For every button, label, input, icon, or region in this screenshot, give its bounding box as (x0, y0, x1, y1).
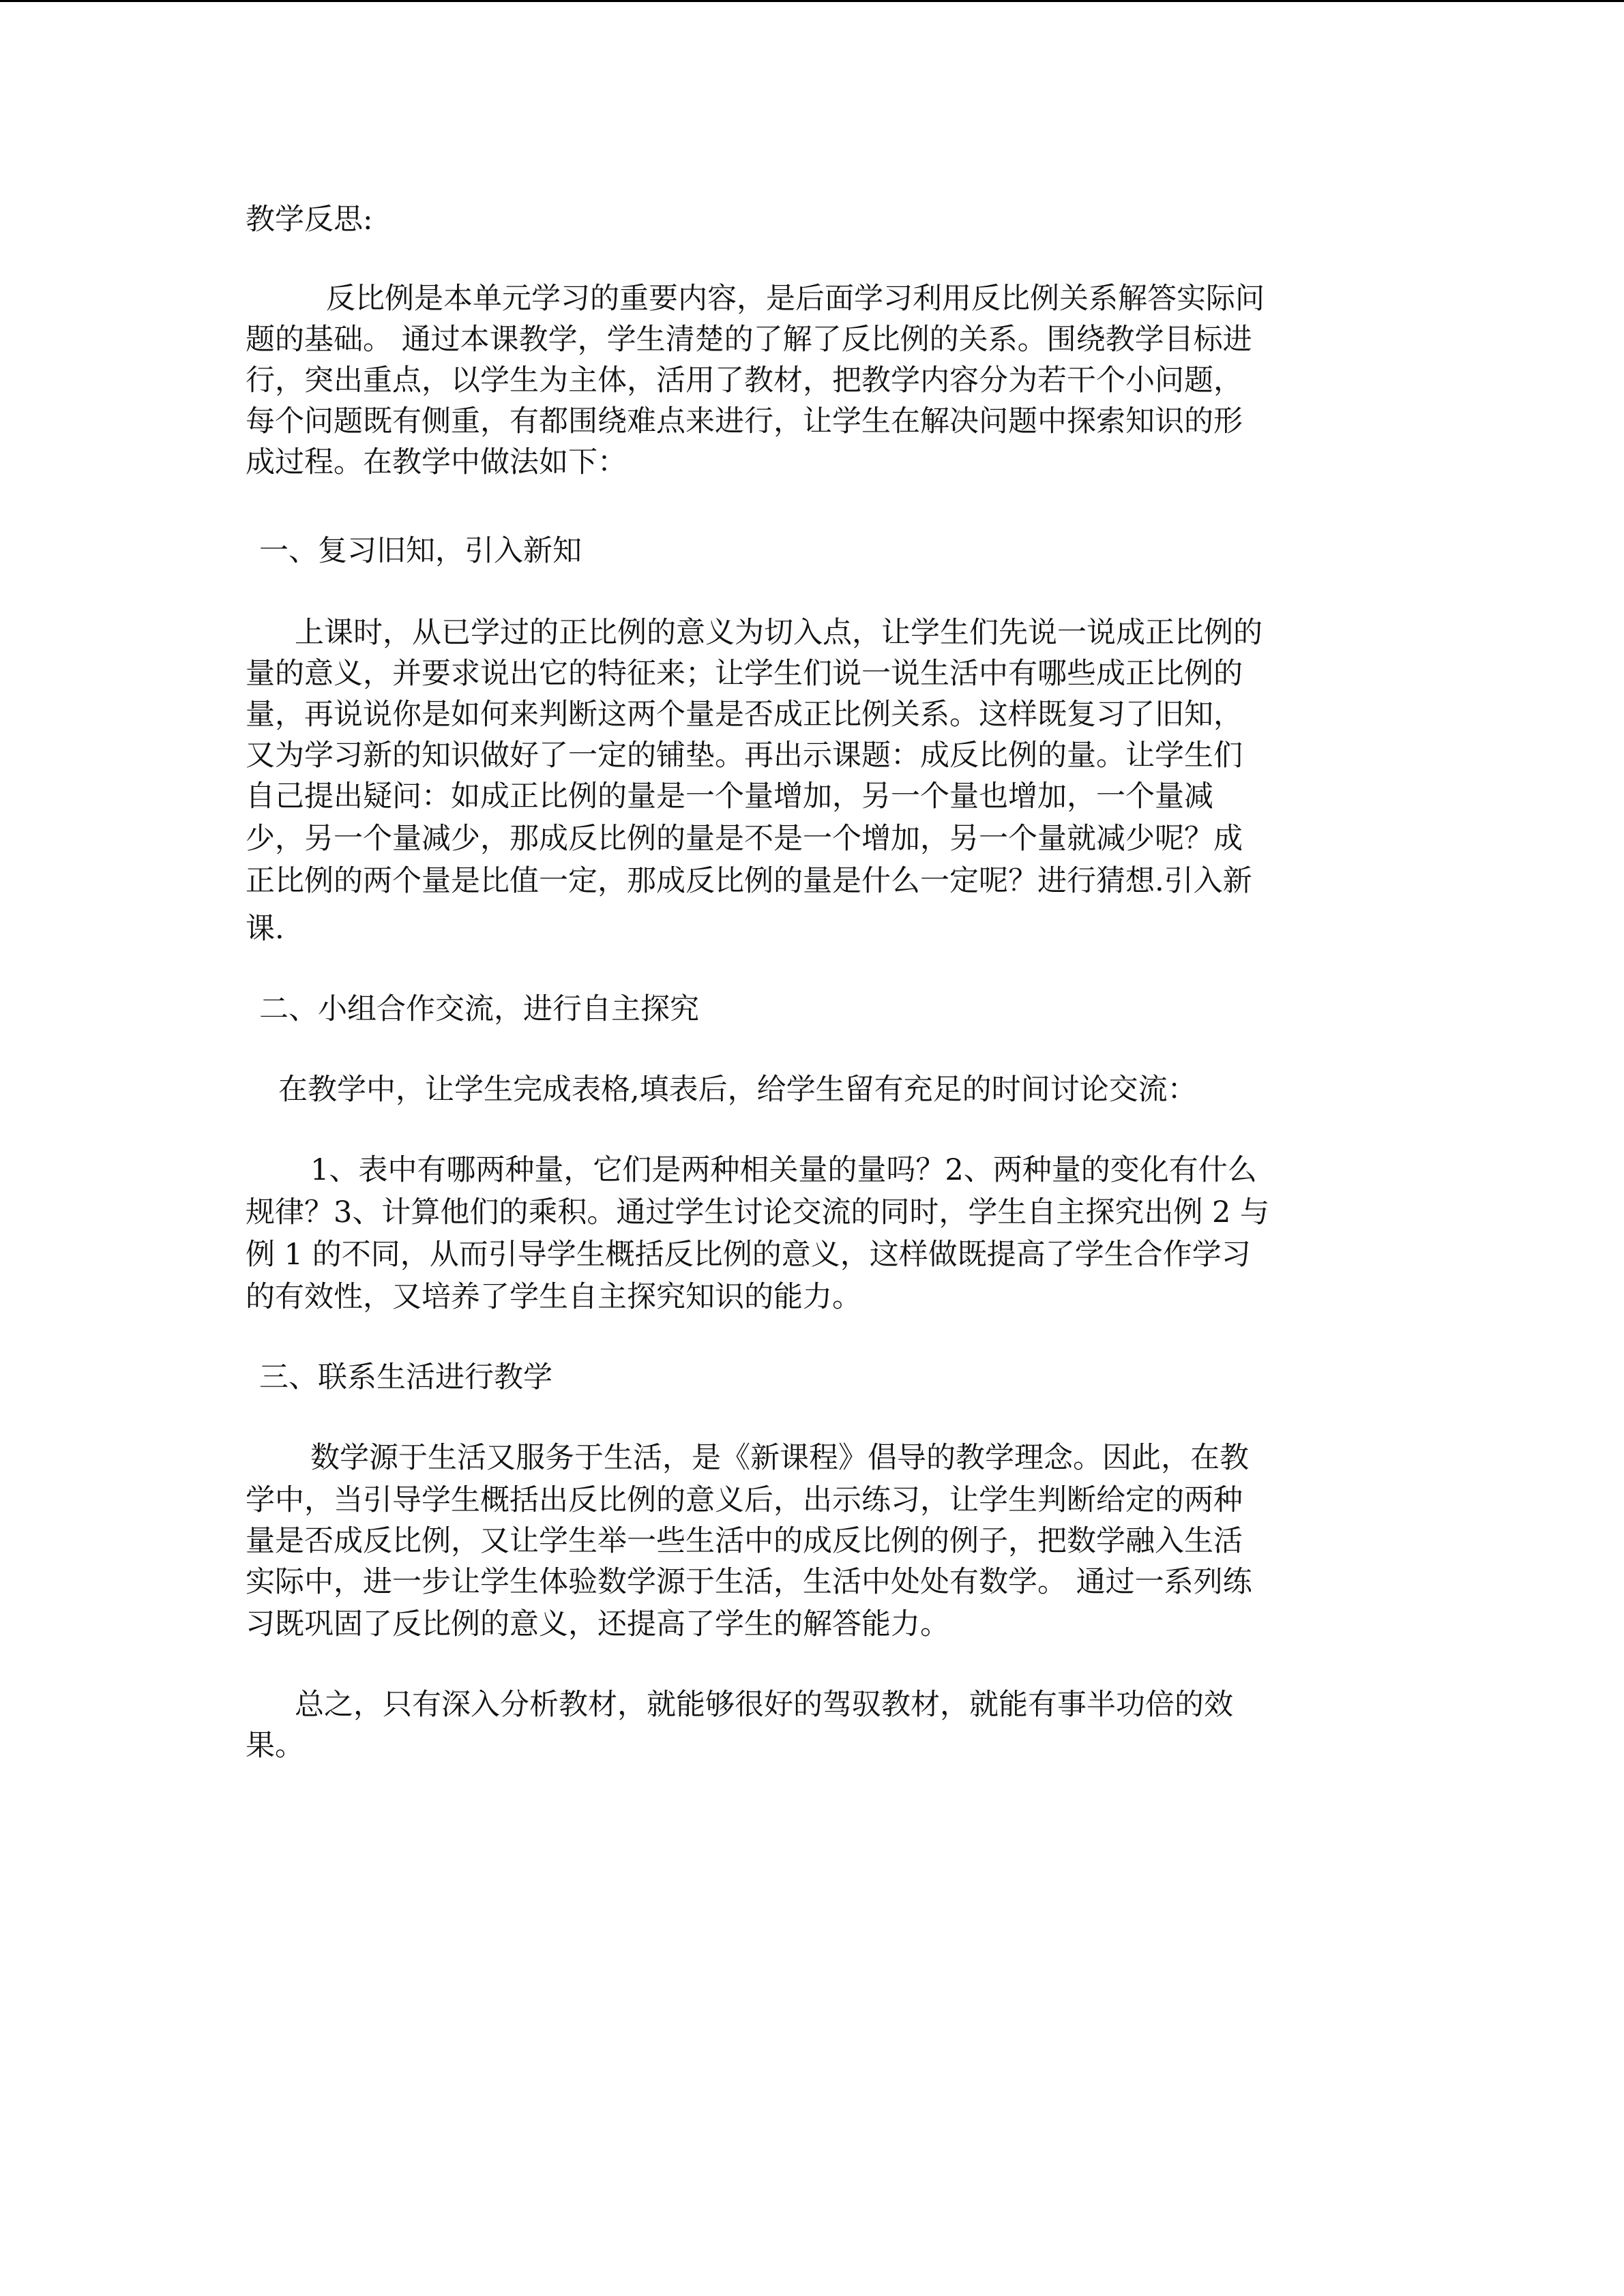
intro-line: 成过程。在教学中做法如下： (246, 445, 627, 479)
intro-line: 行，突出重点，以学生为主体，活用了教材，把教学内容分为若干个小问题， (246, 363, 1243, 398)
paragraph-line: 例 1 的不同，从而引导学生概括反比例的意义，这样做既提高了学生合作学习 (246, 1238, 1251, 1272)
section-1-heading: 一、复习旧知，引入新知 (259, 534, 582, 568)
page-top-border (0, 0, 1624, 2)
paragraph-line: 规律？3、计算他们的乘积。通过学生讨论交流的同时，学生自主探究出例 2 与 (246, 1195, 1270, 1229)
paragraph-line: 数学源于生活又服务于生活，是《新课程》倡导的教学理念。因此，在教 (310, 1441, 1249, 1475)
paragraph-line: 课. (246, 912, 284, 946)
paragraph-line: 果。 (246, 1729, 304, 1763)
intro-line: 题的基础。 通过本课教学，学生清楚的了解了反比例的关系。围绕教学目标进 (246, 323, 1252, 357)
intro-line: 每个问题既有侧重，有都围绕难点来进行，让学生在解决问题中探索知识的形 (246, 404, 1243, 438)
paragraph-line: 少，另一个量减少，那成反比例的量是不是一个增加，另一个量就减少呢？成 (246, 822, 1243, 856)
section-2-heading: 二、小组合作交流，进行自主探究 (259, 992, 699, 1026)
section-2-lead: 在教学中，让学生完成表格,填表后，给学生留有充足的时间讨论交流： (278, 1073, 1197, 1107)
document-title: 教学反思: (246, 203, 373, 237)
paragraph-line: 量是否成反比例，又让学生举一些生活中的成反比例的例子，把数学融入生活 (246, 1524, 1243, 1558)
paragraph-line: 总之，只有深入分析教材，就能够很好的驾驭教材，就能有事半功倍的效 (295, 1688, 1233, 1722)
section-3-heading: 三、联系生活进行教学 (259, 1360, 552, 1395)
paragraph-line: 自己提出疑问：如成正比例的量是一个量增加，另一个量也增加，一个量减 (246, 779, 1213, 814)
paragraph-line: 学中，当引导学生概括出反比例的意义后，出示练习，让学生判断给定的两种 (246, 1483, 1243, 1517)
paragraph-line: 实际中，进一步让学生体验数学源于生活，生活中处处有数学。 通过一系列练 (246, 1565, 1252, 1599)
paragraph-line: 的有效性，又培养了学生自主探究知识的能力。 (246, 1280, 861, 1314)
paragraph-line: 正比例的两个量是比值一定，那成反比例的量是什么一定呢？进行猜想.引入新 (246, 864, 1252, 898)
intro-line: 反比例是本单元学习的重要内容，是后面学习利用反比例关系解答实际问 (326, 282, 1265, 316)
paragraph-line: 又为学习新的知识做好了一定的铺垫。再出示课题：成反比例的量。让学生们 (246, 739, 1243, 773)
paragraph-line: 量，再说说你是如何来判断这两个量是否成正比例关系。这样既复习了旧知， (246, 698, 1243, 732)
paragraph-line: 1、表中有哪两种量，它们是两种相关量的量吗？2、两种量的变化有什么 (310, 1153, 1257, 1187)
paragraph-line: 量的意义，并要求说出它的特征来；让学生们说一说生活中有哪些成正比例的 (246, 657, 1243, 691)
paragraph-line: 习既巩固了反比例的意义，还提高了学生的解答能力。 (246, 1607, 949, 1641)
paragraph-line: 上课时，从已学过的正比例的意义为切入点，让学生们先说一说成正比例的 (295, 616, 1263, 650)
